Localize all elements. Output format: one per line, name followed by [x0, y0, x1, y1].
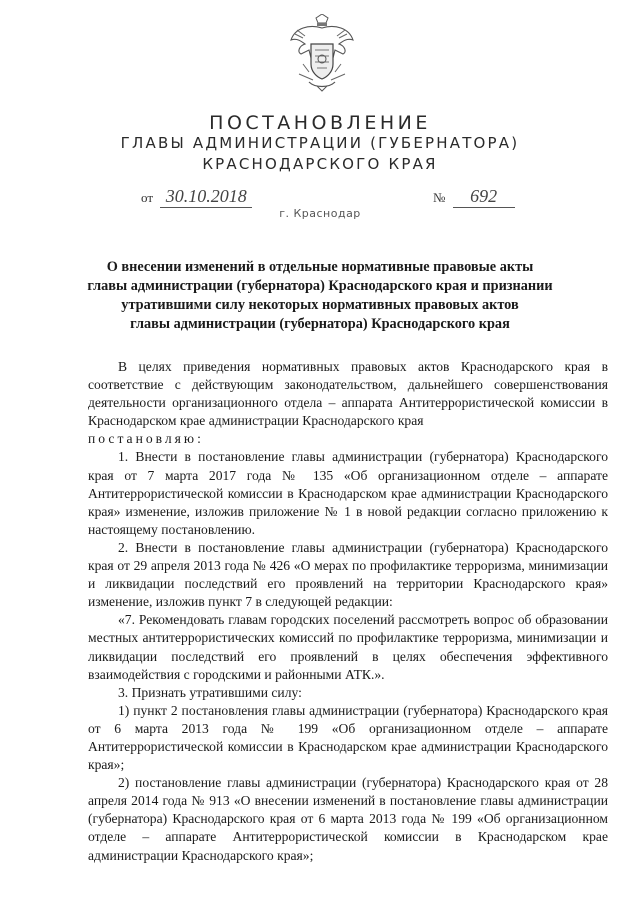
- title-line: О внесении изменений в отдельные нормативные правовые акты: [106, 259, 534, 275]
- number-line: [433, 186, 515, 208]
- document-type: ПОСТАНОВЛЕНИЕ: [209, 112, 431, 134]
- date-line: [141, 186, 252, 208]
- decree-word: постановляю:: [88, 431, 204, 447]
- city-label: г. Краснодар: [279, 207, 361, 220]
- paragraph-1: 1. Внести в постановление главы администрации (губернатора) Краснодарского края от 7 марта 2017 года № 135 «Об организационном отделе – аппарате Антитеррористической комиссии в Краснодарском крае администрации Краснодарского края» изменение, изложив приложение № 1 в новой редакции согласно приложению к настоящему постановлению.: [88, 449, 608, 537]
- preamble: В целях приведения нормативных правовых актов Краснодарского края в соответствие с действующим законодательством, дальнейшего совершенствования деятельности организационного отдела – аппарата Антитеррористической комиссии в Краснодарском крае администрации Краснодарского края: [88, 359, 608, 429]
- date-prefix: от: [141, 190, 154, 205]
- paragraph-3-item-1: 1) пункт 2 постановления главы администрации (губернатора) Краснодарского края от 6 марта 2013 года № 199 «Об организационном отделе – аппарате Антитеррористической комиссии в Краснодарском крае администрации Краснодарского края»;: [88, 702, 608, 773]
- number-prefix: №: [433, 190, 446, 205]
- issuing-authority: ГЛАВЫ АДМИНИСТРАЦИИ (ГУБЕРНАТОРА): [120, 134, 520, 152]
- paragraph-2: 2. Внести в постановление главы администрации (губернатора) Краснодарского края от 29 апреля 2013 года № 426 «О мерах по профилактике терроризма, минимизации и ликвидации последствий его проявлений на территории Краснодарского края» изменение, изложив пункт 7 в следующей редакции:: [88, 539, 608, 610]
- title-line: главы администрации (губернатора) Краснодарского края и признании: [87, 278, 553, 294]
- document-title: [60, 258, 580, 334]
- paragraph-2-quote: «7. Рекомендовать главам городских поселений рассмотреть вопрос об образовании местных антитеррористических комиссий по профилактике терроризма, минимизации и ликвидации последствий его проявлений в целях обеспечения эффективного взаимодействия с городскими и районными АТК.».: [88, 612, 608, 682]
- title-line: главы администрации (губернатора) Краснодарского края: [130, 316, 510, 332]
- number-value: 692: [453, 186, 515, 208]
- title-line: утратившими силу некоторых нормативных правовых актов: [121, 297, 519, 313]
- document-body: [88, 358, 608, 865]
- paragraph-3-item-2: 2) постановление главы администрации (губернатора) Краснодарского края от 28 апреля 2014 года № 913 «О внесении изменений в постановление главы администрации (губернатора) Краснодарского края от 6 марта 2013 года № 199 «Об организационном отделе – аппарате Антитеррористической комиссии в Краснодарском крае администрации Краснодарского края»;: [88, 775, 608, 863]
- region-name: КРАСНОДАРСКОГО КРАЯ: [202, 155, 438, 173]
- paragraph-3: 3. Признать утратившими силу:: [118, 684, 302, 700]
- coat-of-arms-icon: [289, 14, 355, 92]
- date-value: 30.10.2018: [160, 186, 252, 208]
